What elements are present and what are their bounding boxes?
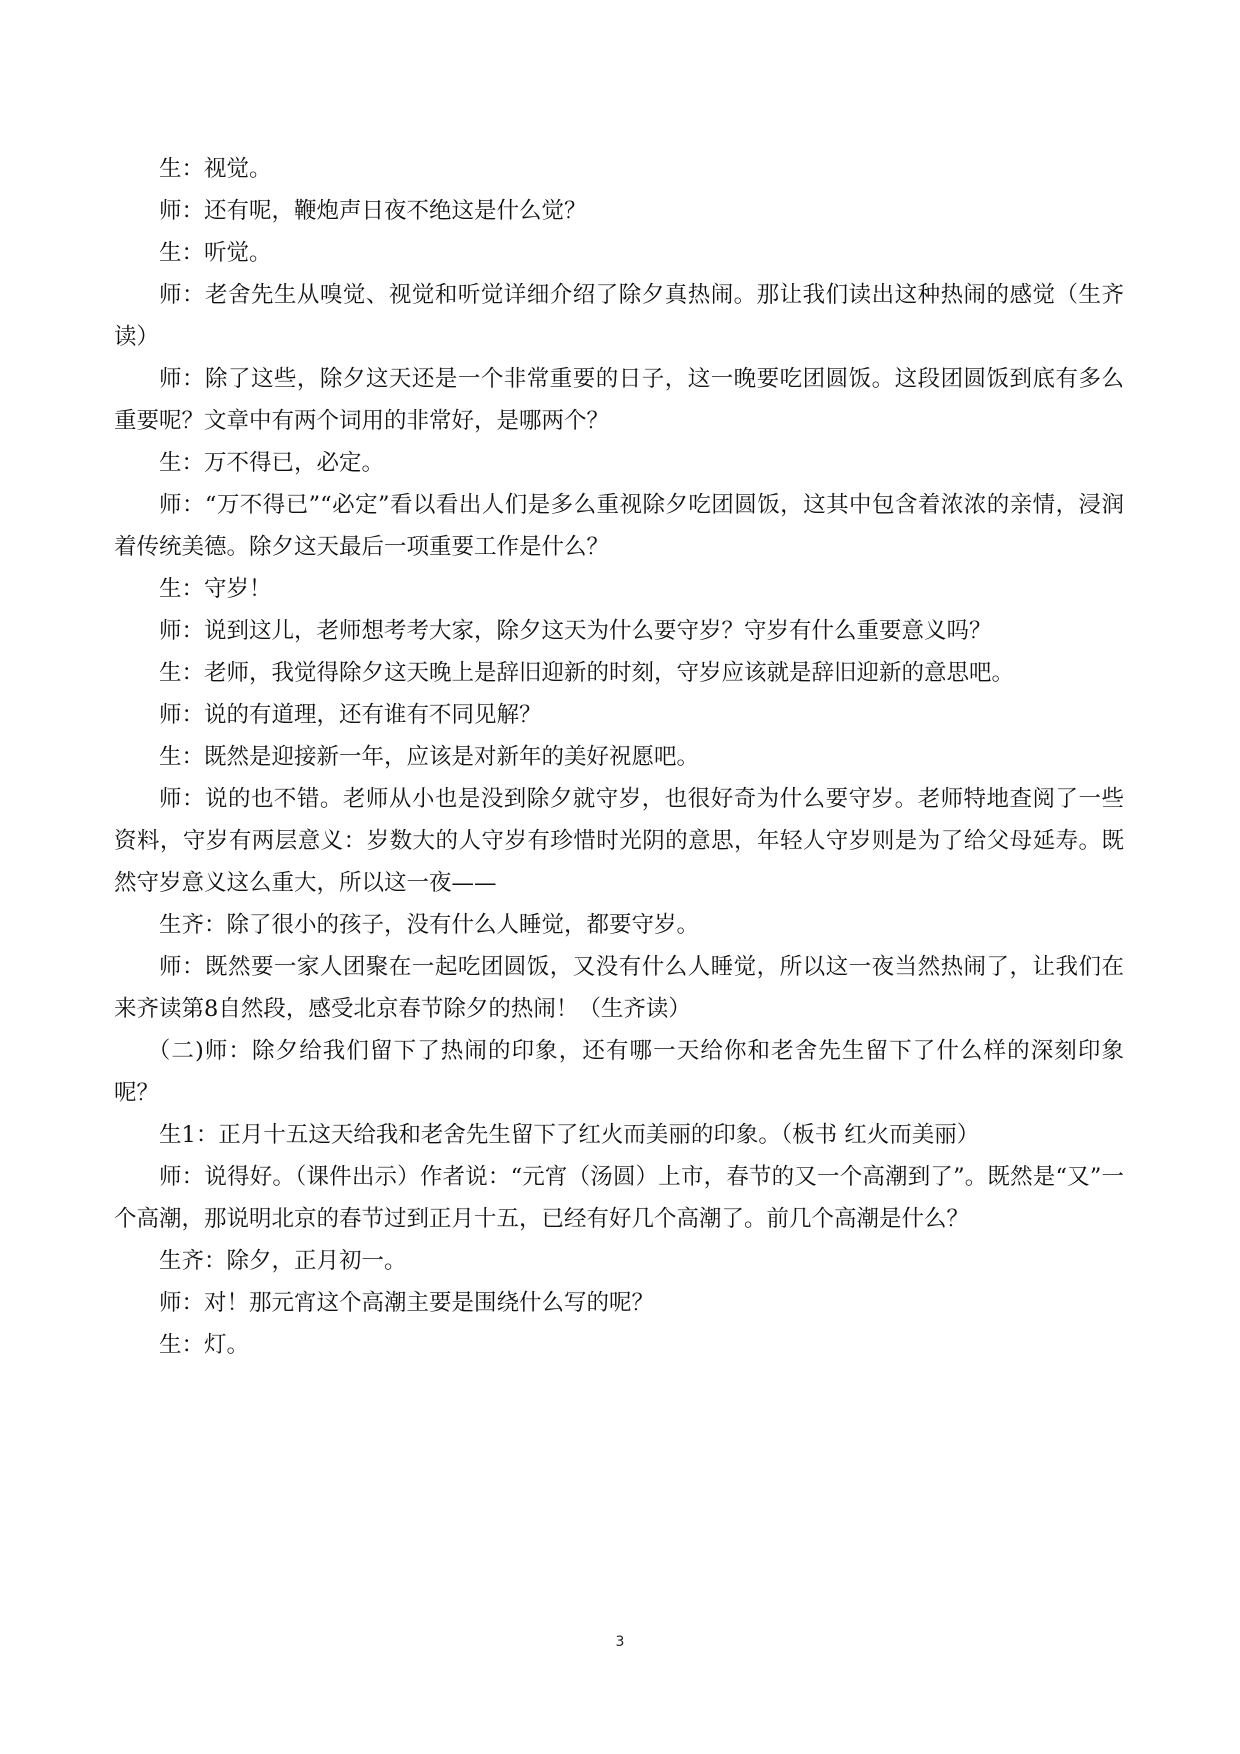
- document-body: [114, 148, 1124, 1366]
- paragraph: 生：视觉。: [159, 156, 272, 182]
- paragraph: 师：说得好。（课件出示）作者说：“元宵（汤圆）上市，春节的又一个高潮到了”。既然是“又”一个高潮，那说明北京的春节过到正月十五，已经有好几个高潮了。前几个高潮是什么？: [114, 1164, 1124, 1232]
- paragraph: 生齐：除了很小的孩子，没有什么人睡觉，都要守岁。: [159, 912, 700, 938]
- paragraph: 生：既然是迎接新一年，应该是对新年的美好祝愿吧。: [159, 744, 700, 770]
- paragraph: 师：对！那元宵这个高潮主要是围绕什么写的呢？: [159, 1290, 655, 1316]
- paragraph: 师：既然要一家人团聚在一起吃团圆饭，又没有什么人睡觉，所以这一夜当然热闹了，让我们在来齐读第8自然段，感受北京春节除夕的热闹！（生齐读）: [114, 954, 1124, 1022]
- paragraph: 师：说的也不错。老师从小也是没到除夕就守岁，也很好奇为什么要守岁。老师特地查阅了一些资料，守岁有两层意义：岁数大的人守岁有珍惜时光阴的意思，年轻人守岁则是为了给父母延寿。既然守岁意义这么重大，所以这一夜——: [114, 786, 1124, 896]
- paragraph: 师：除了这些，除夕这天还是一个非常重要的日子，这一晚要吃团圆饭。这段团圆饭到底有多么重要呢？文章中有两个词用的非常好，是哪两个？: [114, 366, 1124, 434]
- paragraph: 生：守岁！: [159, 576, 272, 602]
- paragraph: 师：还有呢，鞭炮声日夜不绝这是什么觉？: [159, 198, 587, 224]
- paragraph: 师：老舍先生从嗅觉、视觉和听觉详细介绍了除夕真热闹。那让我们读出这种热闹的感觉（生齐读）: [114, 282, 1124, 350]
- paragraph: 师：“万不得已”“必定”看以看出人们是多么重视除夕吃团圆饭，这其中包含着浓浓的亲情，浸润着传统美德。除夕这天最后一项重要工作是什么？: [114, 492, 1124, 560]
- paragraph: 生：万不得已，必定。: [159, 450, 385, 476]
- paragraph: 师：说到这儿，老师想考考大家，除夕这天为什么要守岁？守岁有什么重要意义吗？: [159, 618, 992, 644]
- paragraph: 师：说的有道理，还有谁有不同见解？: [159, 702, 542, 728]
- paragraph: 生：灯。: [159, 1332, 250, 1358]
- paragraph: 生：老师，我觉得除夕这天晚上是辞旧迎新的时刻，守岁应该就是辞旧迎新的意思吧。: [159, 660, 1015, 686]
- paragraph: 生齐：除夕，正月初一。: [159, 1248, 407, 1274]
- paragraph: 生：听觉。: [159, 240, 272, 266]
- section-heading-paragraph: （二)师：除夕给我们留下了热闹的印象，还有哪一天给你和老舍先生留下了什么样的深刻印象呢？: [114, 1038, 1124, 1106]
- page-number: 3: [615, 1634, 625, 1650]
- paragraph: 生1：正月十五这天给我和老舍先生留下了红火而美丽的印象。（板书 红火而美丽）: [159, 1122, 980, 1148]
